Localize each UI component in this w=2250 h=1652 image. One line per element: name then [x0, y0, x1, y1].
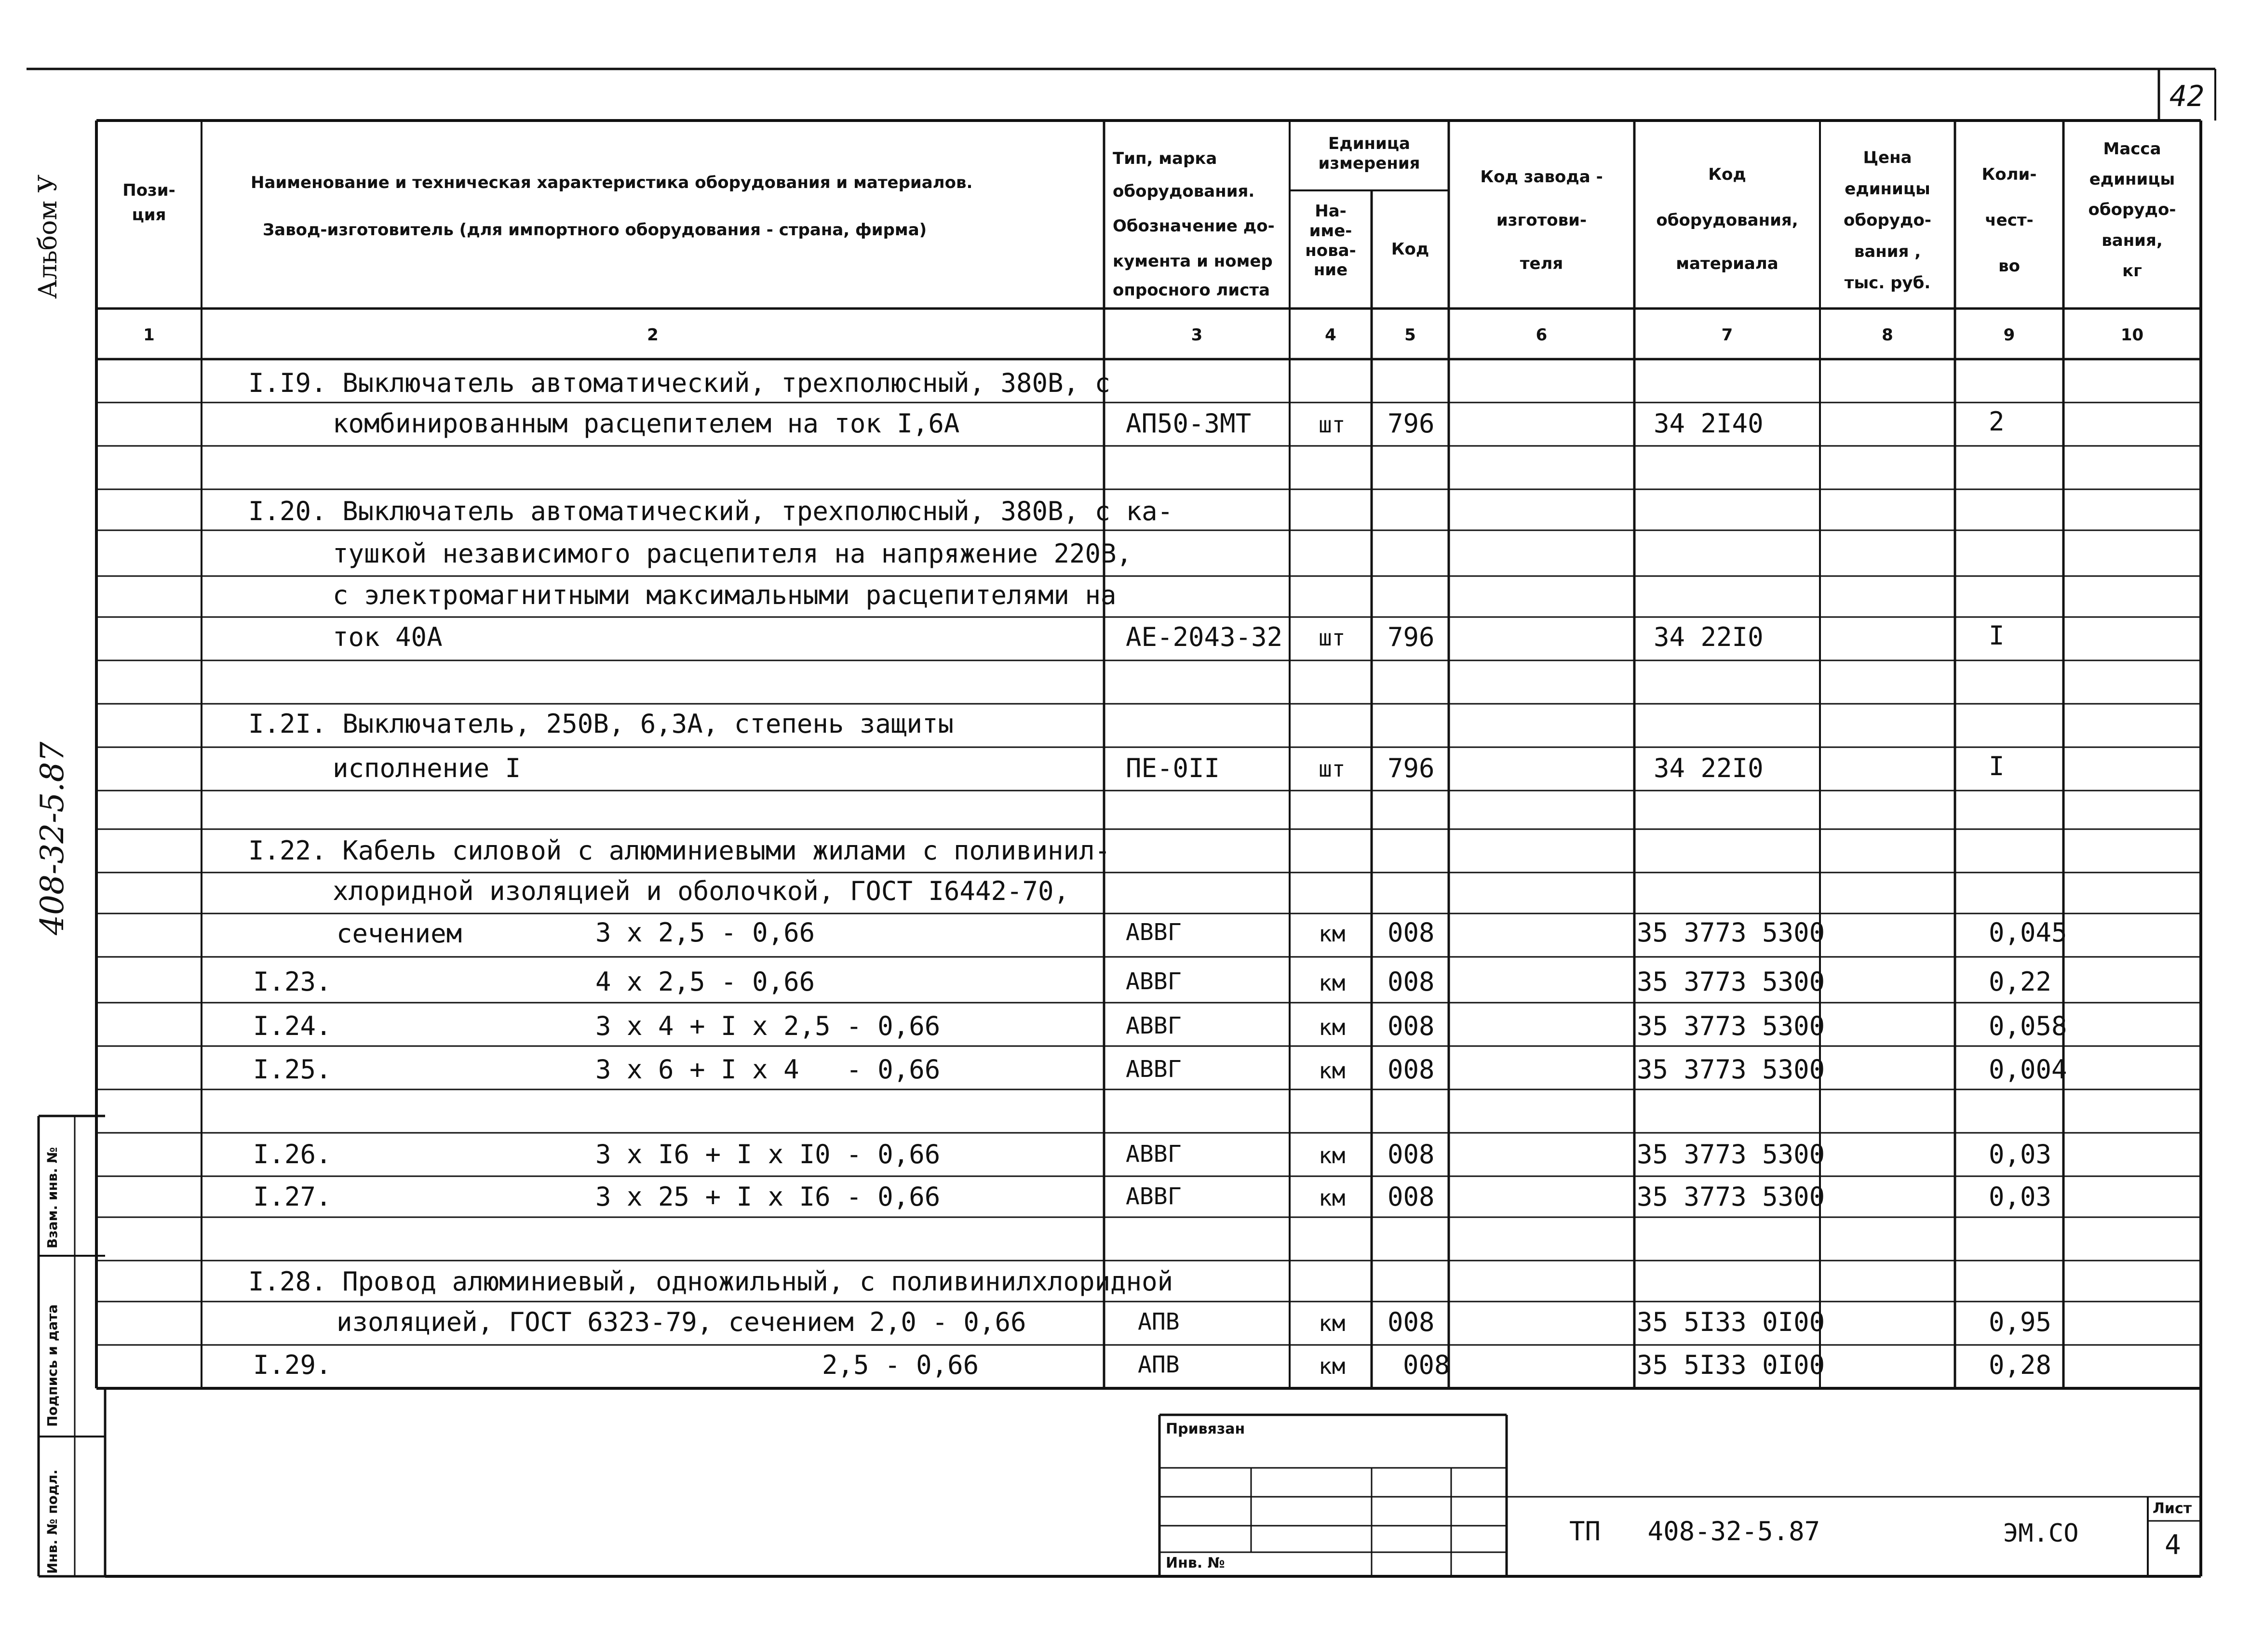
- row-1-21-line1: I.2I. Выключатель, 250В, 6,3А, степень защиты: [248, 709, 954, 739]
- doc-vertical-code: 408-32-5.87: [34, 741, 71, 935]
- header-position: Пози- ция: [122, 181, 175, 225]
- header-type-line3: Обозначение до-: [1113, 216, 1275, 236]
- row-1-23-type: АВВГ: [1126, 968, 1182, 995]
- col-number-4: 4: [1325, 325, 1336, 345]
- row-1-23-unit: км: [1319, 970, 1346, 996]
- row-1-20-qty: I: [1989, 620, 2005, 651]
- side-stamp-vzam: Взам. инв. №: [44, 1147, 60, 1249]
- row-1-19-unit-code: 796: [1388, 408, 1435, 439]
- row-1-29-type: АПВ: [1138, 1351, 1180, 1378]
- row-1-19-line1: I.I9. Выключатель автоматический, трехполюсный, 380В, с: [248, 368, 1111, 398]
- row-1-27-qty: 0,03: [1989, 1182, 2052, 1212]
- header-mass-line1: Масса: [2103, 139, 2161, 159]
- header-qty-line3: во: [1998, 256, 2020, 276]
- list-number: 4: [2165, 1530, 2181, 1561]
- row-1-28-code: 35 5I33 0I00: [1637, 1307, 1825, 1337]
- row-1-28-line2: изоляцией, ГОСТ 6323-79, сечением 2,0 - 0,66: [337, 1307, 1026, 1337]
- header-price-line4: вания ,: [1854, 242, 1921, 261]
- row-1-22-code: 35 3773 5300: [1637, 917, 1825, 948]
- header-type-line5: опросного листа: [1113, 281, 1270, 300]
- header-factory-code-line2: изготови-: [1496, 211, 1587, 230]
- row-1-28-qty: 0,95: [1989, 1307, 2052, 1337]
- header-factory-code-line1: Код завода -: [1480, 167, 1603, 187]
- row-1-29-qty: 0,28: [1989, 1350, 2052, 1380]
- row-1-21-line2: исполнение I: [333, 753, 521, 783]
- header-price-line1: Цена: [1863, 148, 1912, 167]
- col-number-7: 7: [1721, 325, 1733, 345]
- header-price-line5: тыс. руб.: [1844, 273, 1931, 293]
- row-1-29-unit: км: [1319, 1353, 1346, 1379]
- row-1-19-type: АП50-3МТ: [1126, 408, 1252, 439]
- header-qty-line2: чест-: [1985, 211, 2034, 230]
- header-factory-code-line3: теля: [1520, 254, 1563, 273]
- row-1-24-unit-code: 008: [1388, 1011, 1435, 1041]
- row-1-21-code: 34 22I0: [1654, 753, 1764, 783]
- header-equip-code-line3: материала: [1676, 254, 1778, 273]
- row-1-29-spec: 2,5 - 0,66: [822, 1350, 979, 1380]
- row-1-23-pos: I.23.: [253, 967, 332, 997]
- row-1-26-spec: 3 х I6 + I х I0 - 0,66: [595, 1139, 941, 1169]
- row-1-20-unit: шт: [1319, 625, 1346, 651]
- col-number-3: 3: [1191, 325, 1203, 345]
- col-number-9: 9: [2003, 325, 2015, 345]
- row-1-25-type: АВВГ: [1126, 1056, 1182, 1083]
- row-1-23-qty: 0,22: [1989, 967, 2052, 997]
- row-1-25-code: 35 3773 5300: [1637, 1054, 1825, 1085]
- row-1-27-unit: км: [1319, 1185, 1346, 1211]
- row-1-26-unit-code: 008: [1388, 1139, 1435, 1169]
- row-1-22-line1: I.22. Кабель силовой с алюминиевыми жилами с поливинил-: [248, 835, 1111, 866]
- row-1-29-pos: I.29.: [253, 1350, 332, 1380]
- row-1-21-unit: шт: [1319, 756, 1346, 782]
- header-name-line2: Завод-изготовитель (для импортного оборудования - страна, фирма): [263, 220, 927, 240]
- header-type-line4: кумента и номер: [1113, 252, 1273, 271]
- row-1-22-spec: 3 х 2,5 - 0,66: [595, 917, 815, 948]
- row-1-26-qty: 0,03: [1989, 1139, 2052, 1169]
- row-1-20-line3: с электромагнитными максимальными расцепителями на: [333, 580, 1117, 610]
- row-1-24-pos: I.24.: [253, 1011, 332, 1041]
- row-1-23-code: 35 3773 5300: [1637, 967, 1825, 997]
- row-1-22-qty: 0,045: [1989, 917, 2067, 948]
- row-1-23-spec: 4 х 2,5 - 0,66: [595, 967, 815, 997]
- row-1-27-pos: I.27.: [253, 1182, 332, 1212]
- side-stamp-inv-podl: Инв. № подл.: [44, 1469, 60, 1574]
- row-1-21-unit-code: 796: [1388, 753, 1435, 783]
- row-1-20-type: АЕ-2043-32: [1126, 622, 1283, 652]
- header-equip-code-line2: оборудования,: [1656, 211, 1798, 230]
- row-1-19-code: 34 2I40: [1654, 408, 1764, 439]
- row-1-26-code: 35 3773 5300: [1637, 1139, 1825, 1169]
- doc-code: ТП 408-32-5.87: [1569, 1516, 1820, 1546]
- col-number-5: 5: [1404, 325, 1416, 345]
- header-unit-name: На- име- нова- ние: [1305, 201, 1356, 280]
- row-1-28-unit-code: 008: [1388, 1307, 1435, 1337]
- row-1-27-type: АВВГ: [1126, 1183, 1182, 1210]
- row-1-19-qty: 2: [1989, 406, 2005, 437]
- album-label: Альбом У: [34, 175, 63, 299]
- row-1-24-qty: 0,058: [1989, 1011, 2067, 1041]
- header-type-line2: оборудования.: [1113, 182, 1255, 201]
- row-1-22-type: АВВГ: [1126, 919, 1182, 946]
- row-1-20-line2: тушкой независимого расцепителя на напряжение 220В,: [333, 538, 1132, 569]
- header-equip-code-line1: Код: [1708, 165, 1746, 184]
- list-label: Лист: [2153, 1500, 2192, 1517]
- col-number-2: 2: [647, 325, 659, 345]
- row-1-21-type: ПЕ-0II: [1126, 753, 1220, 783]
- header-type-line1: Тип, марка: [1113, 149, 1217, 168]
- col-number-1: 1: [143, 325, 155, 345]
- row-1-22-line2: хлоридной изоляцией и оболочкой, ГОСТ I6442-70,: [333, 876, 1070, 906]
- header-unit-code: Код: [1391, 240, 1429, 259]
- row-1-24-type: АВВГ: [1126, 1012, 1182, 1039]
- row-1-25-qty: 0,004: [1989, 1054, 2067, 1085]
- header-price-line3: оборудо-: [1844, 211, 1931, 230]
- row-1-20-line1: I.20. Выключатель автоматический, трехполюсный, 380В, с ка-: [248, 496, 1173, 526]
- col-number-10: 10: [2120, 325, 2144, 345]
- row-1-25-unit: км: [1319, 1058, 1346, 1084]
- inv-no-label: Инв. №: [1166, 1555, 1225, 1571]
- row-1-26-pos: I.26.: [253, 1139, 332, 1169]
- row-1-24-code: 35 3773 5300: [1637, 1011, 1825, 1041]
- header-price-line2: единицы: [1845, 179, 1930, 199]
- row-1-22-unit: км: [1319, 921, 1346, 947]
- row-1-29-code: 35 5I33 0I00: [1637, 1350, 1825, 1380]
- row-1-22-line3a: сечением: [337, 918, 462, 949]
- side-stamp-podpis: Подпись и дата: [44, 1304, 60, 1427]
- row-1-27-unit-code: 008: [1388, 1182, 1435, 1212]
- row-1-21-qty: I: [1989, 751, 2005, 781]
- row-1-29-unit-code: 008: [1403, 1350, 1450, 1380]
- row-1-25-pos: I.25.: [253, 1054, 332, 1085]
- privyazan-label: Привязан: [1166, 1421, 1245, 1437]
- header-mass-line2: единицы: [2089, 170, 2175, 189]
- row-1-28-line1: I.28. Провод алюминиевый, одножильный, с поливинилхлоридной: [248, 1266, 1173, 1297]
- row-1-23-unit-code: 008: [1388, 967, 1435, 997]
- row-1-24-unit: км: [1319, 1014, 1346, 1040]
- row-1-26-unit: км: [1319, 1142, 1346, 1168]
- row-1-28-unit: км: [1319, 1310, 1346, 1336]
- row-1-25-spec: 3 х 6 + I х 4 - 0,66: [595, 1054, 941, 1085]
- row-1-24-spec: 3 х 4 + I х 2,5 - 0,66: [595, 1011, 941, 1041]
- row-1-19-unit: шт: [1319, 412, 1346, 438]
- row-1-22-unit-code: 008: [1388, 917, 1435, 948]
- sheet-page-number: 42: [2169, 80, 2205, 113]
- header-mass-line4: вания,: [2102, 231, 2163, 250]
- row-1-20-unit-code: 796: [1388, 622, 1435, 652]
- row-1-25-unit-code: 008: [1388, 1054, 1435, 1085]
- header-mass-line3: оборудо-: [2088, 200, 2176, 219]
- header-unit-group: Единица измерения: [1318, 134, 1420, 173]
- row-1-28-type: АПВ: [1138, 1308, 1180, 1335]
- row-1-26-type: АВВГ: [1126, 1141, 1182, 1168]
- col-number-8: 8: [1882, 325, 1893, 345]
- section-code: ЭМ.СО: [2003, 1519, 2079, 1548]
- row-1-20-code: 34 22I0: [1654, 622, 1764, 652]
- row-1-19-line2: комбинированным расцепителем на ток I,6А: [333, 408, 960, 439]
- header-qty-line1: Коли-: [1981, 165, 2037, 184]
- col-number-6: 6: [1536, 325, 1548, 345]
- row-1-27-code: 35 3773 5300: [1637, 1182, 1825, 1212]
- row-1-27-spec: 3 х 25 + I х I6 - 0,66: [595, 1182, 941, 1212]
- header-name-line1: Наименование и техническая характеристика оборудования и материалов.: [251, 173, 973, 192]
- header-mass-line5: кг: [2122, 261, 2142, 281]
- row-1-20-line4: ток 40А: [333, 622, 443, 652]
